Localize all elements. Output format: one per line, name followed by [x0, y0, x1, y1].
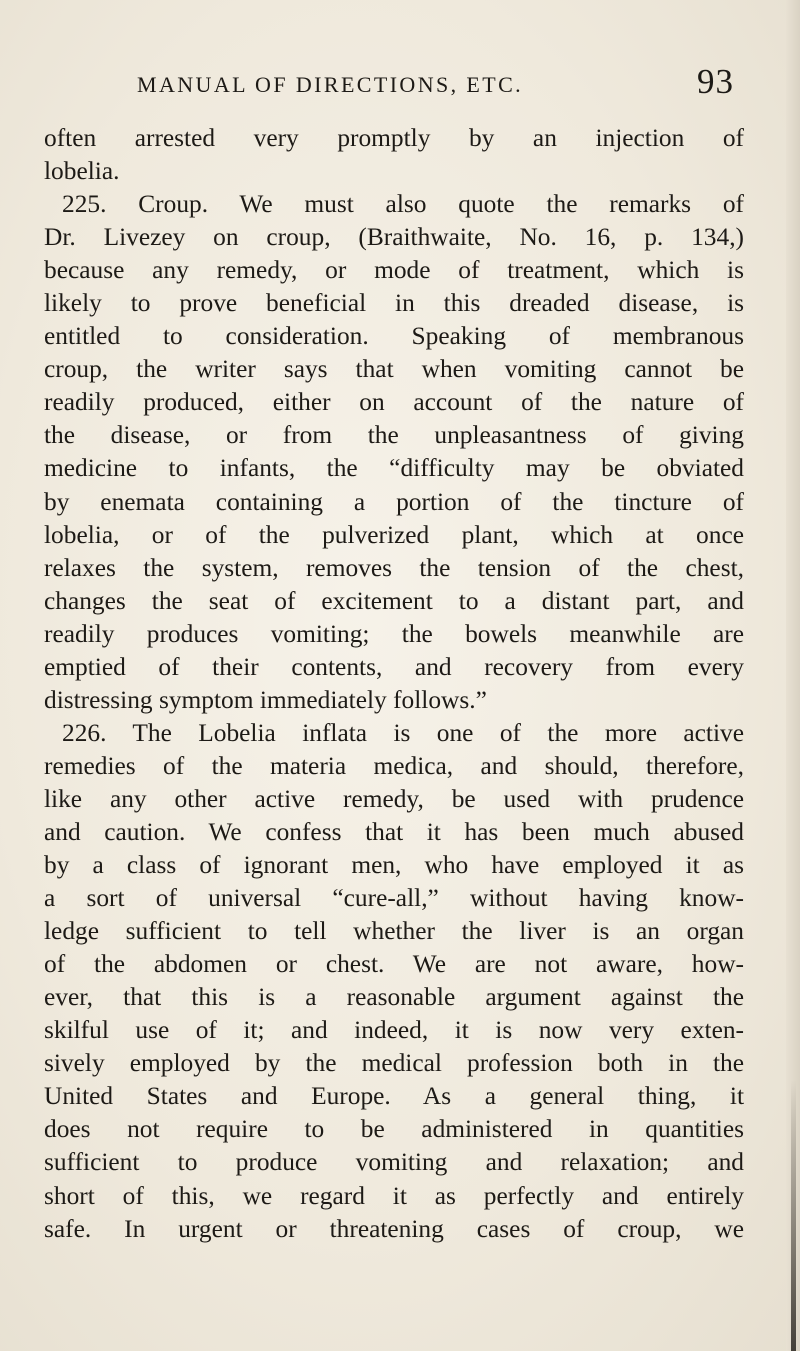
text-line: likely to prove beneficial in this dreaded disease, is — [44, 289, 744, 318]
text-line: by enemata containing a portion of the tincture of — [44, 487, 744, 516]
text-line: readily produced, either on account of the nature of — [44, 388, 744, 417]
page-number: 93 — [697, 62, 734, 101]
text-line: relaxes the system, removes the tension of the chest, — [44, 553, 744, 582]
text-line: like any other active remedy, be used with prudence — [44, 784, 744, 813]
page-header — [0, 60, 800, 112]
text-line: lobelia. — [44, 157, 120, 186]
text-line: does not require to be administered in quantities — [44, 1115, 744, 1144]
text-line: medicine to infants, the “difficulty may be obviated — [44, 454, 744, 483]
text-line: emptied of their contents, and recovery from every — [44, 652, 744, 681]
text-line: by a class of ignorant men, who have employed it as — [44, 851, 744, 880]
text-line: and caution. We confess that it has been much abused — [44, 817, 744, 846]
text-line: often arrested very promptly by an injection of — [44, 124, 744, 152]
text-line: sively employed by the medical profession both in the — [44, 1049, 744, 1078]
text-line: sufficient to produce vomiting and relaxation; and — [44, 1148, 744, 1177]
text-line: entitled to consideration. Speaking of membranous — [44, 322, 744, 351]
text-line: 225. Croup. We must also quote the remarks of — [62, 190, 744, 219]
text-line: changes the seat of excitement to a distant part, and — [44, 586, 744, 615]
text-line: a sort of universal “cure-all,” without having know- — [44, 884, 744, 913]
text-line: the disease, or from the unpleasantness of giving — [44, 421, 744, 450]
text-line: remedies of the materia medica, and should, therefore, — [44, 751, 744, 780]
text-line: ledge sufficient to tell whether the liver is an organ — [44, 917, 744, 946]
text-line: lobelia, or of the pulverized plant, which at once — [44, 520, 744, 549]
text-line: distressing symptom immediately follows.” — [44, 685, 487, 714]
binding-shadow — [791, 1080, 796, 1351]
body-text — [44, 122, 744, 1246]
text-line: United States and Europe. As a general thing, it — [44, 1082, 744, 1111]
text-line: skilful use of it; and indeed, it is now very exten- — [44, 1016, 744, 1045]
text-line: Dr. Livezey on croup, (Braithwaite, No. 16, p. 134,) — [44, 223, 744, 252]
text-line: readily produces vomiting; the bowels meanwhile are — [44, 619, 744, 648]
text-line: short of this, we regard it as perfectly and entirely — [44, 1181, 744, 1210]
text-line: because any remedy, or mode of treatment, which is — [44, 256, 744, 285]
text-line: 226. The Lobelia inflata is one of the more active — [62, 718, 744, 747]
text-line: safe. In urgent or threatening cases of croup, we — [44, 1214, 744, 1243]
text-line: ever, that this is a reasonable argument against the — [44, 983, 744, 1012]
text-line: of the abdomen or chest. We are not aware, how- — [44, 950, 744, 979]
text-line: croup, the writer says that when vomiting cannot be — [44, 355, 744, 384]
running-head: MANUAL OF DIRECTIONS, ETC. — [137, 72, 524, 97]
